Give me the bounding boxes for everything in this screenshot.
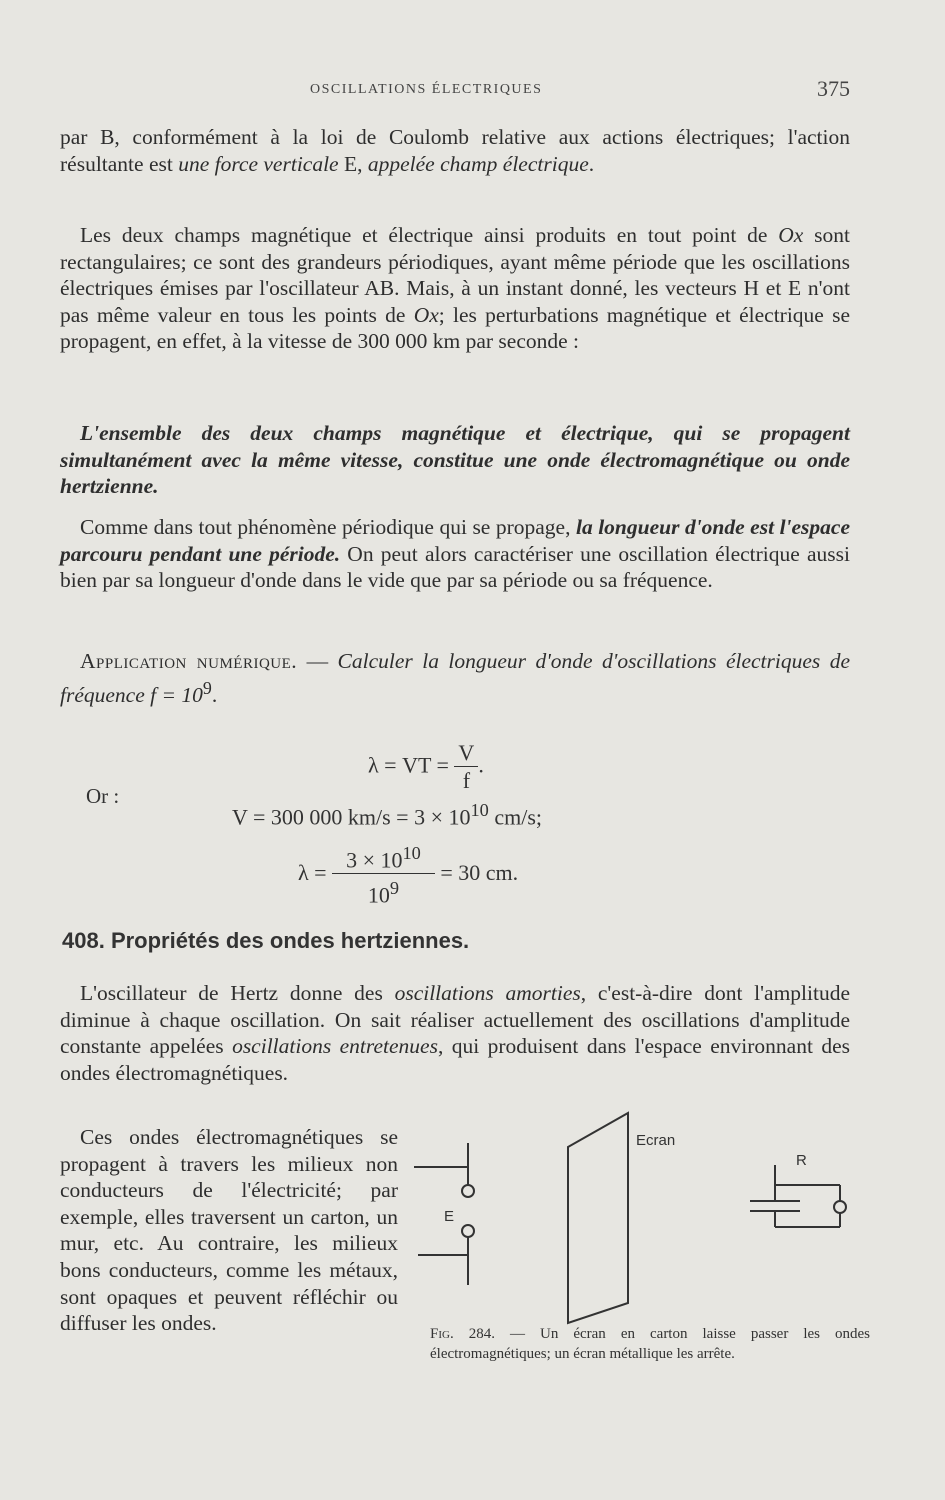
paragraph-text: . bbox=[211, 682, 218, 707]
spark-ball-bottom bbox=[462, 1225, 474, 1237]
numerator bbox=[332, 840, 435, 874]
section-number: 408. bbox=[62, 928, 105, 953]
paragraph-definition: L'ensemble des deux champs magnétique et électrique, qui se propagent simultanément avec la même vitesse, constitue une onde électromagnétique ou onde hertzienne. bbox=[60, 421, 850, 499]
application-question: Calculer la longueur d'onde d'oscillations électriques de fréquence f = 10 bbox=[60, 649, 850, 707]
equation-lambda-vt bbox=[368, 740, 484, 795]
application-paragraph bbox=[60, 648, 850, 708]
emphasis-text: une force verticale bbox=[178, 151, 339, 176]
paragraph-text: Les deux champs magnétique et électrique ainsi produits en tout point de bbox=[80, 223, 779, 247]
denominator bbox=[332, 874, 435, 909]
application-label: Application numérique. bbox=[80, 649, 298, 673]
paragraph-text: ; les perturbations magnétique et électrique se propagent, en effet, à la vitesse de 300 000 km par seconde : bbox=[60, 302, 850, 354]
paragraph-text: sont rectangulaires; ce sont des grandeurs périodiques, ayant même période que les oscillations électriques émises par l'oscillateur AB. Mais, à un instant donné, les vecteurs H et E n'ont pas même valeur en tous les points de bbox=[60, 223, 851, 327]
emphasis-text: appelée champ électrique bbox=[367, 151, 589, 176]
numerator: V bbox=[454, 740, 478, 767]
exponent: 10 bbox=[470, 800, 489, 820]
paragraph-text: On peut alors caractériser une oscillation électrique aussi bien par sa longueur d'onde dans le vide que par sa période ou sa fréquence. bbox=[60, 541, 850, 593]
paragraph-text: E, bbox=[338, 151, 368, 176]
figure-284-diagram bbox=[410, 1105, 870, 1325]
denominator-text: 10 bbox=[367, 882, 390, 908]
section-heading bbox=[62, 928, 469, 954]
page-header bbox=[60, 76, 850, 106]
paragraph-champs bbox=[60, 222, 850, 355]
emphasis-text: oscillations amorties bbox=[394, 981, 581, 1005]
figure-caption bbox=[430, 1324, 870, 1364]
paragraph-text: L'oscillateur de Hertz donne des bbox=[80, 981, 395, 1005]
spark-ball-top bbox=[462, 1185, 474, 1197]
fraction bbox=[454, 740, 478, 795]
equation-speed bbox=[232, 800, 542, 830]
equation-text: λ = VT = bbox=[368, 752, 455, 778]
running-head: OSCILLATIONS ÉLECTRIQUES bbox=[310, 82, 543, 97]
paragraph-coulomb bbox=[60, 124, 850, 177]
exponent: 10 bbox=[402, 843, 421, 863]
fraction bbox=[332, 840, 435, 910]
exponent: 9 bbox=[389, 878, 400, 899]
paragraph-text: Comme dans tout phénomène périodique qui se propage, bbox=[80, 515, 576, 539]
equation-text: cm/s; bbox=[488, 804, 542, 830]
paragraph-text: . bbox=[588, 151, 595, 176]
paragraph-propagation: Ces ondes électromagnétiques se propagent à travers les milieux non conducteurs de l'électricité; par exemple, elles traversent un carton, un mur, etc. Au contraire, les milieux bons conducteurs, comme les métaux, sont opaques et peuvent réfléchir ou diffuser les ondes. bbox=[60, 1125, 398, 1336]
paragraph-oscillations bbox=[60, 980, 850, 1086]
exponent: 9 bbox=[202, 677, 212, 698]
paragraph-text: par B, conformément à la loi de Coulomb relative aux actions électriques; l'action résultante est bbox=[60, 125, 850, 176]
resonator bbox=[750, 1165, 846, 1227]
label-r: R bbox=[796, 1152, 807, 1169]
equation-text: V = 300 000 km/s = 3 × 10 bbox=[232, 804, 471, 830]
equation-lambda-result bbox=[298, 840, 518, 910]
paragraph-wavelength bbox=[60, 514, 850, 594]
paragraph-text: , qui produisent dans l'espace environnant des ondes électromagnétiques. bbox=[60, 1034, 851, 1085]
section-title: Propriétés des ondes hertziennes. bbox=[104, 928, 470, 953]
denominator: f bbox=[462, 768, 471, 793]
equation-text: . bbox=[478, 752, 484, 778]
resonator-spark-ball bbox=[834, 1201, 846, 1213]
paragraph-text: , c'est-à-dire dont l'amplitude diminue à chaque oscillation. On sait réaliser actuellement des oscillations d'amplitude constante appelées bbox=[60, 981, 851, 1059]
emphasis-text: oscillations entretenues bbox=[232, 1034, 438, 1059]
label-e: E bbox=[444, 1208, 455, 1225]
paragraph-text: — bbox=[297, 649, 338, 673]
equation-text: = 30 cm. bbox=[434, 859, 519, 885]
definition-text: la longueur d'onde est l'espace parcouru pendant une période. bbox=[60, 515, 851, 566]
page-number: 375 bbox=[817, 76, 850, 101]
numerator-text: 3 × 10 bbox=[346, 847, 403, 873]
screen bbox=[568, 1113, 628, 1323]
axis-symbol: Ox bbox=[413, 302, 439, 327]
label-screen: Ecran bbox=[636, 1132, 676, 1149]
or-label: Or : bbox=[86, 784, 120, 808]
axis-symbol: Ox bbox=[778, 223, 804, 247]
figure-label: Fig. 284. bbox=[430, 1326, 495, 1342]
caption-text: — Un écran en carton laisse passer les ondes électromagnétiques; un écran métallique les arrête. bbox=[430, 1326, 871, 1362]
equation-text: λ = bbox=[298, 859, 333, 885]
